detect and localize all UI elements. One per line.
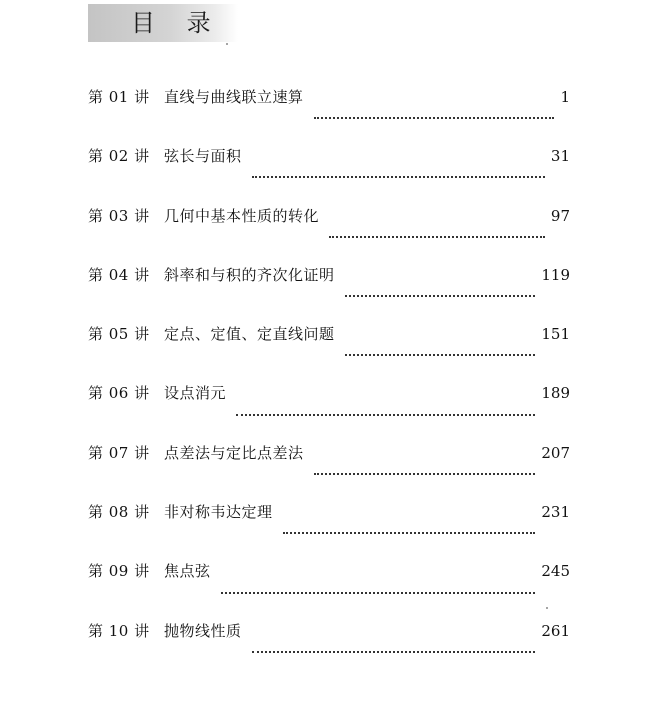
toc-entry-05[interactable] (88, 323, 570, 382)
toc-entry-06[interactable] (88, 382, 570, 441)
toc-entry-08[interactable] (88, 501, 570, 560)
toc-entry-page: 231 (541, 503, 570, 522)
scan-speck (546, 607, 548, 609)
toc-entry-label: 第 03 讲 (88, 206, 150, 225)
toc-entry-label: 第 02 讲 (88, 147, 150, 166)
toc-entry-label: 第 05 讲 (88, 325, 150, 344)
toc-entry-page: 119 (541, 265, 570, 284)
toc-entry-title: 抛物线性质 (164, 621, 242, 640)
toc-entry-03[interactable] (88, 205, 570, 264)
toc-entry-title: 直线与曲线联立速算 (164, 88, 304, 106)
toc-entry-01[interactable] (88, 86, 570, 145)
toc-entry-page: 245 (541, 562, 570, 581)
toc-entry-04[interactable] (88, 264, 570, 323)
toc-entry-title: 斜率和与积的齐次化证明 (164, 265, 335, 284)
toc-entry-label: 第 08 讲 (88, 503, 150, 522)
toc-entry-10[interactable] (88, 620, 570, 679)
dot-leader (252, 650, 536, 653)
toc-entry-page: 97 (550, 206, 570, 225)
toc-entry-title: 点差法与定比点差法 (164, 443, 304, 462)
toc-entry-label: 第 10 讲 (88, 621, 150, 640)
dot-leader (314, 472, 536, 475)
toc-entry-page: 261 (541, 621, 570, 640)
toc-entry-label: 第 01 讲 (88, 88, 150, 106)
scan-speck (226, 43, 228, 45)
page-title: 目 录 (131, 9, 223, 37)
toc-entry-title: 几何中基本性质的转化 (164, 206, 320, 225)
dot-leader (221, 591, 536, 594)
dot-leader (283, 531, 536, 534)
dot-leader (345, 353, 536, 356)
toc-entry-title: 设点消元 (164, 384, 227, 403)
dot-leader (329, 235, 545, 238)
dot-leader (345, 294, 536, 297)
toc-entry-title: 非对称韦达定理 (164, 503, 273, 522)
toc-entry-label: 第 06 讲 (88, 384, 150, 403)
dot-leader (236, 413, 535, 416)
toc-entry-label: 第 09 讲 (88, 562, 150, 581)
toc-entry-02[interactable] (88, 145, 570, 204)
toc-entry-page: 151 (541, 325, 570, 344)
toc-entry-label: 第 04 讲 (88, 265, 150, 284)
toc-entry-07[interactable] (88, 442, 570, 501)
toc-entry-page: 31 (550, 147, 570, 166)
toc-entry-label: 第 07 讲 (88, 443, 150, 462)
toc-entry-09[interactable] (88, 560, 570, 619)
toc-entry-title: 定点、定值、定直线问题 (164, 325, 335, 344)
dot-leader (252, 175, 545, 178)
toc-entry-page: 1 (560, 88, 570, 106)
toc-entry-title: 焦点弦 (164, 562, 211, 581)
toc-entry-page: 189 (541, 384, 570, 403)
toc-entry-title: 弦长与面积 (164, 147, 242, 166)
toc-entry-page: 207 (541, 443, 570, 462)
dot-leader (314, 116, 554, 119)
table-of-contents (88, 86, 570, 679)
